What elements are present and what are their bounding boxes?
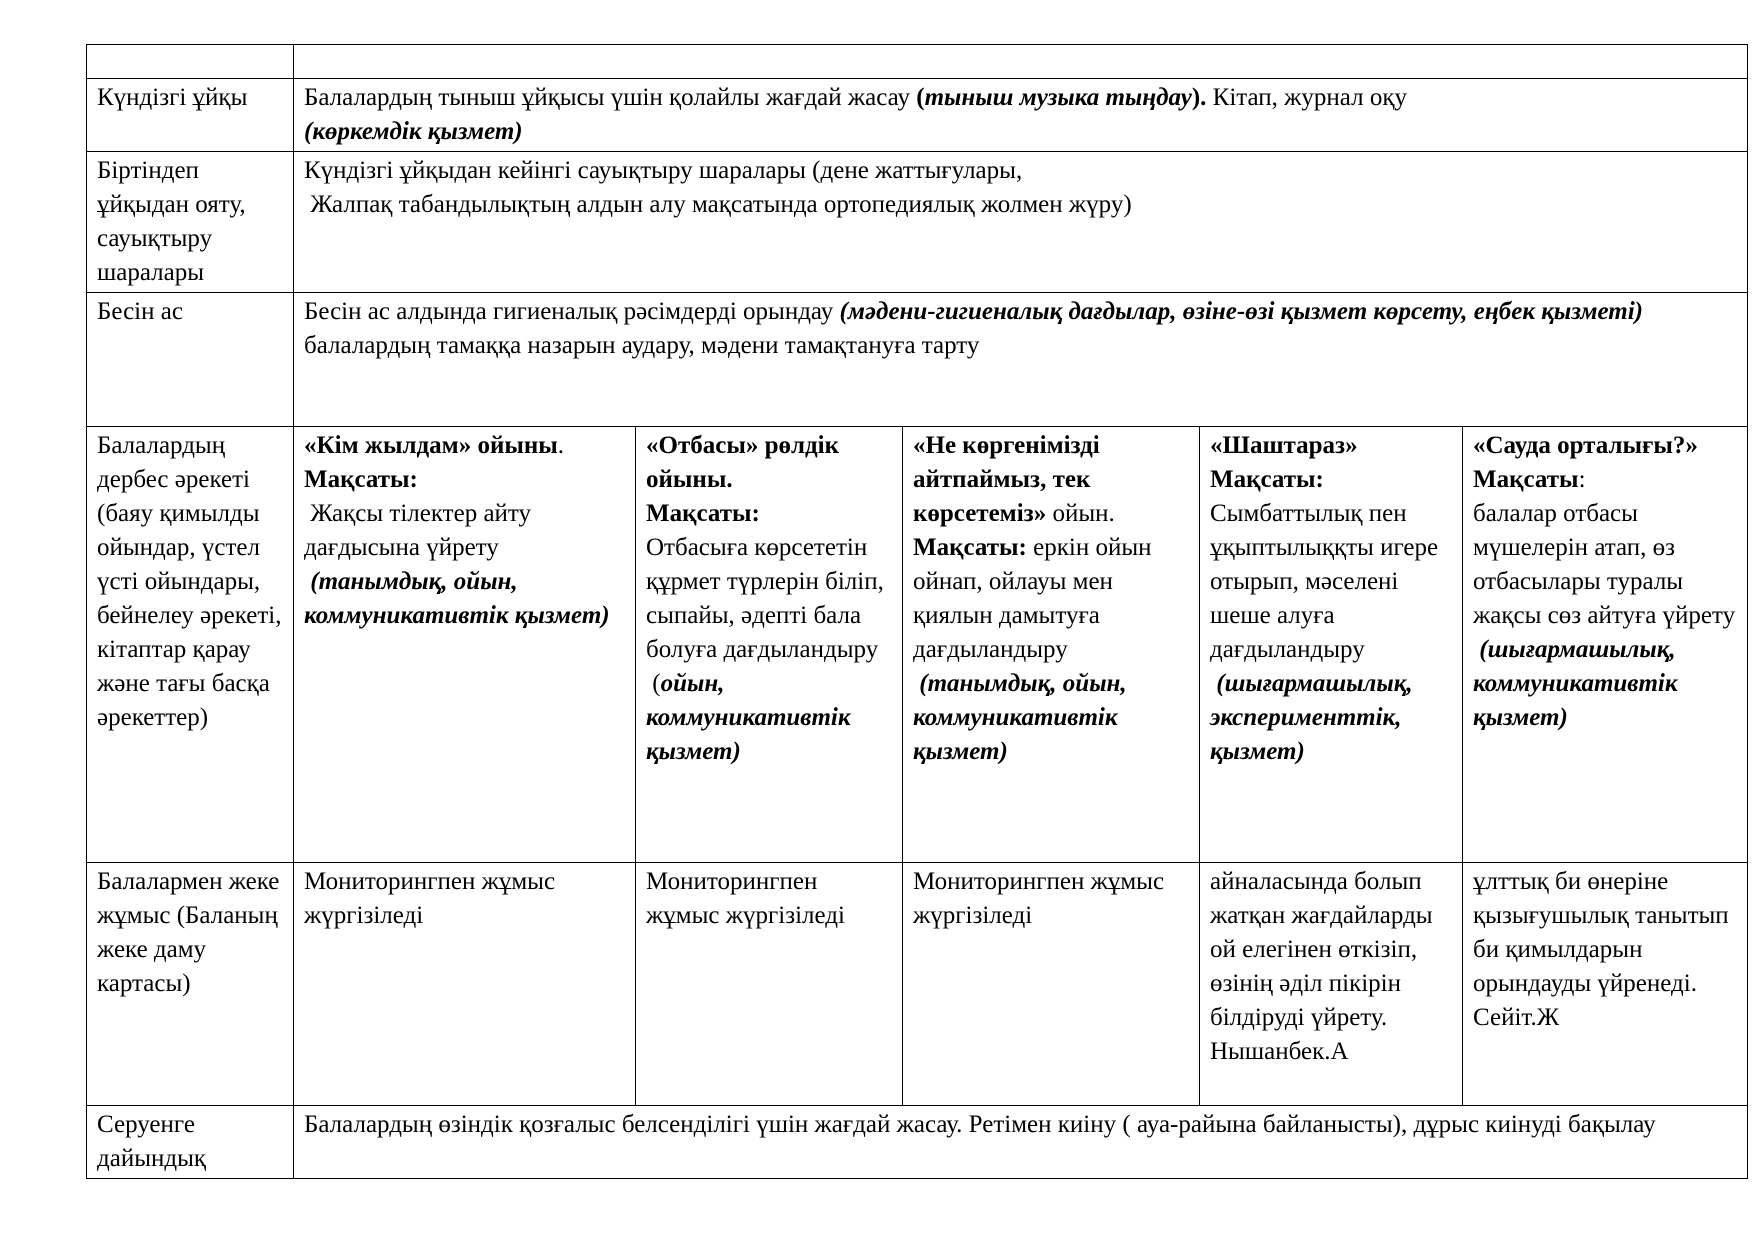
row-label: Бесін ас	[87, 293, 294, 427]
snack-activity-type: (мәдени-гигиеналық дағдылар, өзіне-өзі қызмет көрсету, еңбек қызметі)	[839, 298, 1643, 325]
header-empty-cell	[87, 45, 294, 79]
goal-label: Мақсаты:	[304, 466, 418, 493]
goal-label: Мақсаты:	[646, 500, 760, 527]
independent-day-2	[636, 427, 903, 863]
table-row-snack	[87, 293, 1748, 427]
game-title: «Сауда орталығы?»	[1473, 432, 1698, 459]
goal-text: Жақсы тілектер айту дағдысына үйрету	[304, 500, 538, 561]
goal-text: балалар отбасы мүшелерін атап, өз отбасылары туралы жақсы сөз айтуға үйрету	[1473, 500, 1736, 629]
individual-day-4: айналасында болып жатқан жағдайларды ой елегінен өткізіп, өзінің әділ пікірін білдіруді үйрету. Нышанбек.А	[1200, 863, 1463, 1106]
goal-colon: :	[1578, 466, 1586, 493]
row-label: Күндізгі ұйқы	[87, 79, 294, 152]
goal-label: Мақсаты	[1473, 466, 1579, 493]
sleep-music-activity: тыныш музыка тыңдау	[924, 84, 1192, 111]
individual-day-1: Мониторингпен жұмыс жүргізіледі	[294, 863, 636, 1106]
walk-content: Балалардың өзіндік қозғалыс белсенділігі үшін жағдай жасау. Ретімен киіну ( ауа-райына байланысты), дұрыс киінуді бақылау	[294, 1106, 1748, 1179]
row-label: Біртіндеп ұйқыдан ояту, сауықтыру шаралары	[87, 152, 294, 293]
wakeup-content	[294, 152, 1748, 293]
game-title: «Шаштараз»	[1210, 432, 1358, 459]
game-title-tail: ойын.	[1046, 500, 1115, 527]
independent-day-3	[903, 427, 1200, 863]
snack-text: Бесін ас алдында гигиеналық рәсімдерді орындау	[304, 298, 840, 325]
sleep-content	[294, 79, 1748, 152]
table-row-wakeup	[87, 152, 1748, 293]
game-title-tail: .	[557, 432, 565, 459]
game-title: «Не көргенімізді айтпаймыз, тек көрсетеміз»	[913, 432, 1100, 527]
snack-line-2: балалардың тамаққа назарын аудару, мәдени тамақтануға тарту	[304, 332, 980, 359]
bold-paren-open: (	[916, 84, 925, 111]
activity-type: ойын, коммуникативтік қызмет)	[646, 670, 851, 765]
table-row-sleep	[87, 79, 1748, 152]
activity-type: (шығармашылық, эксперименттік, қызмет)	[1210, 670, 1419, 765]
table-row-header	[87, 45, 1748, 79]
table-row-individual	[87, 863, 1748, 1106]
goal-text: Отбасыға көрсететін құрмет түрлерін біліп, сыпайы, әдепті бала болуға дағдыландыру	[646, 534, 884, 663]
game-title: «Кім жылдам» ойыны	[304, 432, 558, 459]
game-title: «Отбасы» рөлдік ойыны.	[646, 432, 840, 493]
individual-day-2: Мониторингпен жұмыс жүргізіледі	[636, 863, 903, 1106]
wakeup-line-1: Күндізгі ұйқыдан кейінгі сауықтыру шаралары (дене жаттығулары,	[304, 157, 1023, 184]
daily-plan-table	[86, 44, 1748, 1179]
row-label: Балалармен жеке жұмыс (Баланың жеке даму картасы)	[87, 863, 294, 1106]
goal-label: Мақсаты:	[913, 534, 1027, 561]
activity-type: (шығармашылық, коммуникативтік қызмет)	[1473, 636, 1684, 731]
individual-day-5: ұлттық би өнеріне қызығушылық танытып би қимылдарын орындауды үйренеді. Сейіт.Ж	[1463, 863, 1748, 1106]
sleep-text: Балалардың тыныш ұйқысы үшін қолайлы жағдай жасау	[304, 84, 917, 111]
independent-day-5	[1463, 427, 1748, 863]
header-empty-wide-cell	[294, 45, 1748, 79]
sleep-activity-type: (көркемдік қызмет)	[304, 118, 523, 145]
snack-content	[294, 293, 1748, 427]
individual-day-3: Мониторингпен жұмыс жүргізіледі	[903, 863, 1200, 1106]
goal-text: еркін ойын ойнап, ойлауы мен қиялын дамытуға дағдыландыру	[913, 534, 1152, 663]
wakeup-line-2: Жалпақ табандылықтың алдын алу мақсатында ортопедиялық жолмен жүру)	[304, 191, 1132, 218]
table-row-independent	[87, 427, 1748, 863]
independent-day-1	[294, 427, 636, 863]
goal-text: Сымбаттылық пен ұқыптылыққты игере отырып, мәселені шеше алуға дағдыландыру	[1210, 500, 1439, 663]
table-row-walk	[87, 1106, 1748, 1179]
row-label: Балалардың дербес әрекеті (баяу қимылды ойындар, үстел үсті ойындары, бейнелеу әрекеті, кітаптар қарау және тағы басқа әрекеттер)	[87, 427, 294, 863]
activity-type: (танымдық, ойын, коммуникативтік қызмет)	[913, 670, 1133, 765]
activity-type: (танымдық, ойын, коммуникативтік қызмет)	[304, 568, 610, 629]
goal-label: Мақсаты:	[1210, 466, 1324, 493]
sleep-text-2: Кітап, журнал оқу	[1206, 84, 1407, 111]
row-label: Серуенге дайындық	[87, 1106, 294, 1179]
bold-paren-close: ).	[1191, 84, 1207, 111]
independent-day-4	[1200, 427, 1463, 863]
activity-open: (	[646, 670, 661, 697]
